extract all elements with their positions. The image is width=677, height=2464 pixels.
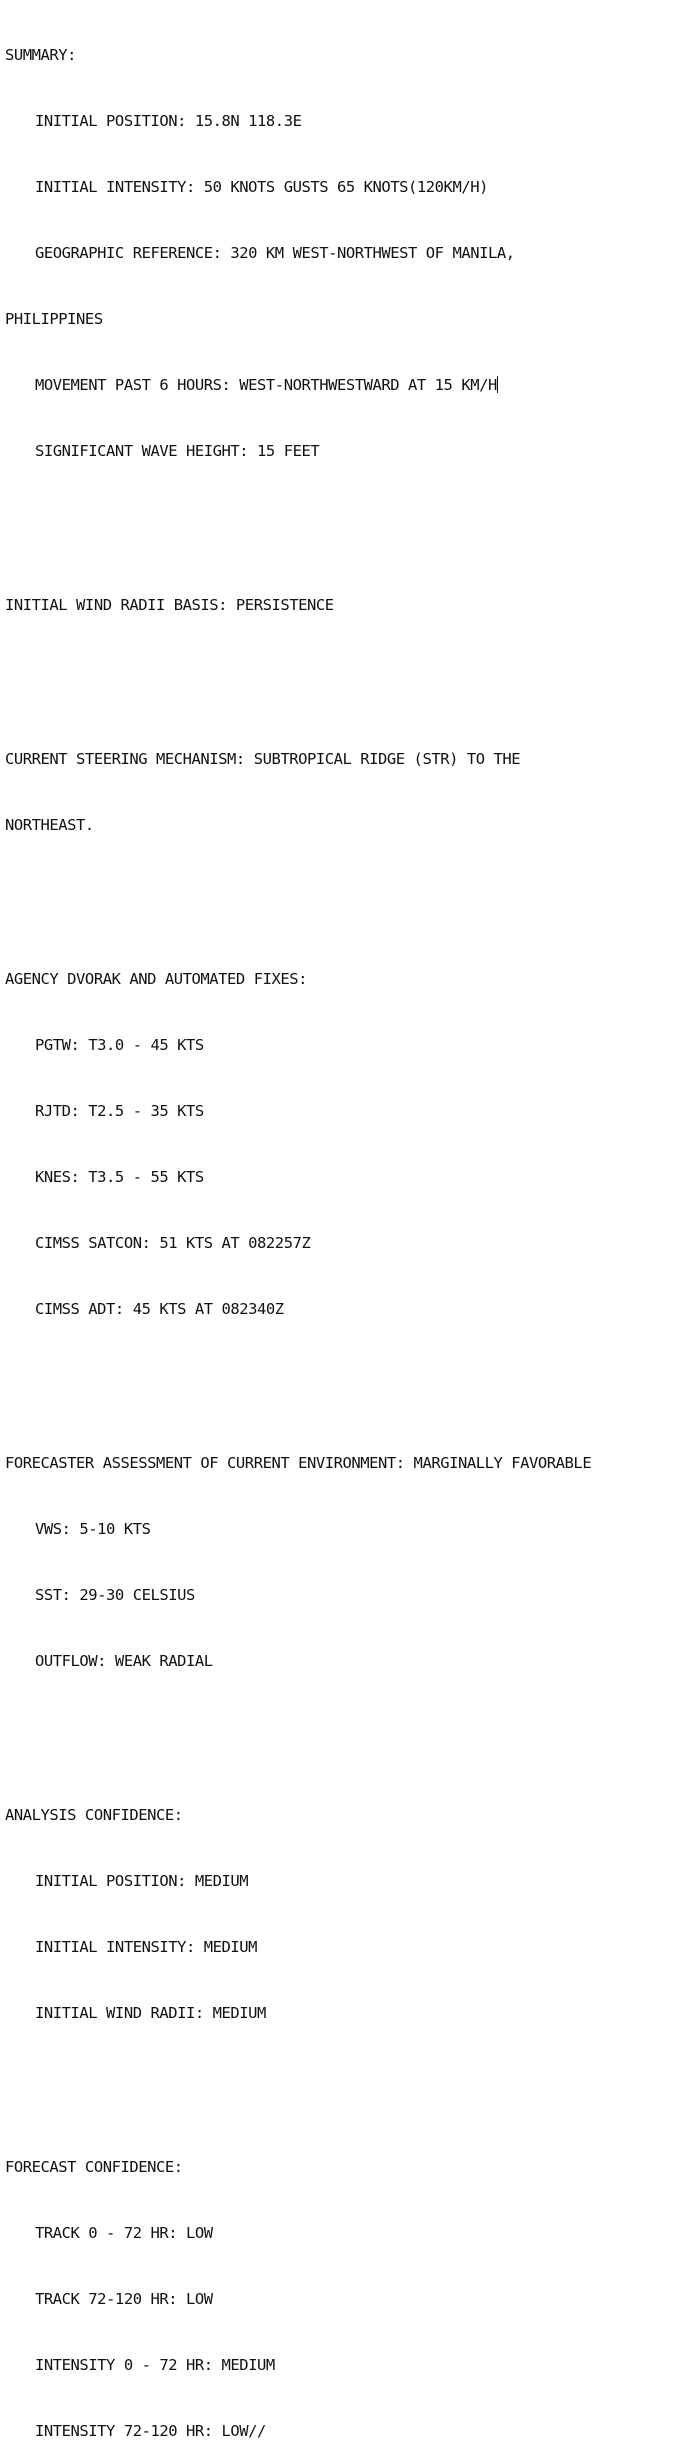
movement-line: MOVEMENT PAST 6 HOURS: WEST-NORTHWESTWARD AT 15 KM/H (35, 376, 497, 394)
blank-line (5, 1364, 673, 1386)
forecast-confidence-item: INTENSITY 0 - 72 HR: MEDIUM (35, 2356, 275, 2374)
blank-line (5, 506, 673, 528)
initial-intensity-line: INITIAL INTENSITY: 50 KNOTS GUSTS 65 KNOTS(120KM/H) (35, 178, 488, 196)
wave-height-line: SIGNIFICANT WAVE HEIGHT: 15 FEET (35, 442, 320, 460)
analysis-confidence-item: INITIAL POSITION: MEDIUM (35, 1872, 249, 1890)
forecast-confidence-item: TRACK 0 - 72 HR: LOW (35, 2224, 213, 2242)
environment-item: SST: 29-30 CELSIUS (35, 1586, 195, 1604)
blank-line (5, 1716, 673, 1738)
fix-item: CIMSS ADT: 45 KTS AT 082340Z (35, 1300, 284, 1318)
wind-radii-basis-line: INITIAL WIND RADII BASIS: PERSISTENCE (5, 596, 334, 614)
fixes-heading: AGENCY DVORAK AND AUTOMATED FIXES: (5, 970, 307, 988)
analysis-confidence-item: INITIAL INTENSITY: MEDIUM (35, 1938, 258, 1956)
fix-item: PGTW: T3.0 - 45 KTS (35, 1036, 204, 1054)
geographic-reference-continuation: PHILIPPINES (5, 310, 103, 328)
blank-line (5, 660, 673, 682)
environment-item: OUTFLOW: WEAK RADIAL (35, 1652, 213, 1670)
analysis-confidence-item: INITIAL WIND RADII: MEDIUM (35, 2004, 266, 2022)
forecast-confidence-heading: FORECAST CONFIDENCE: (5, 2158, 183, 2176)
environment-item: VWS: 5-10 KTS (35, 1520, 151, 1538)
forecast-confidence-item: TRACK 72-120 HR: LOW (35, 2290, 213, 2308)
fix-item: RJTD: T2.5 - 35 KTS (35, 1102, 204, 1120)
forecast-confidence-item: INTENSITY 72-120 HR: LOW// (35, 2422, 266, 2440)
movement-line-wrapper (5, 374, 673, 396)
fix-item: CIMSS SATCON: 51 KTS AT 082257Z (35, 1234, 311, 1252)
initial-position-line: INITIAL POSITION: 15.8N 118.3E (35, 112, 302, 130)
blank-line (5, 2068, 673, 2090)
blank-line (5, 880, 673, 902)
summary-heading: SUMMARY: (5, 46, 77, 64)
geographic-reference-line: GEOGRAPHIC REFERENCE: 320 KM WEST-NORTHWEST OF MANILA, (35, 244, 515, 262)
steering-mechanism-line: CURRENT STEERING MECHANISM: SUBTROPICAL RIDGE (STR) TO THE (5, 750, 521, 768)
text-cursor (497, 376, 498, 393)
analysis-confidence-heading: ANALYSIS CONFIDENCE: (5, 1806, 183, 1824)
fix-item: KNES: T3.5 - 55 KTS (35, 1168, 204, 1186)
steering-mechanism-continuation: NORTHEAST. (5, 816, 94, 834)
environment-heading: FORECASTER ASSESSMENT OF CURRENT ENVIRONMENT: MARGINALLY FAVORABLE (5, 1454, 592, 1472)
bulletin-text[interactable] (5, 0, 673, 2464)
